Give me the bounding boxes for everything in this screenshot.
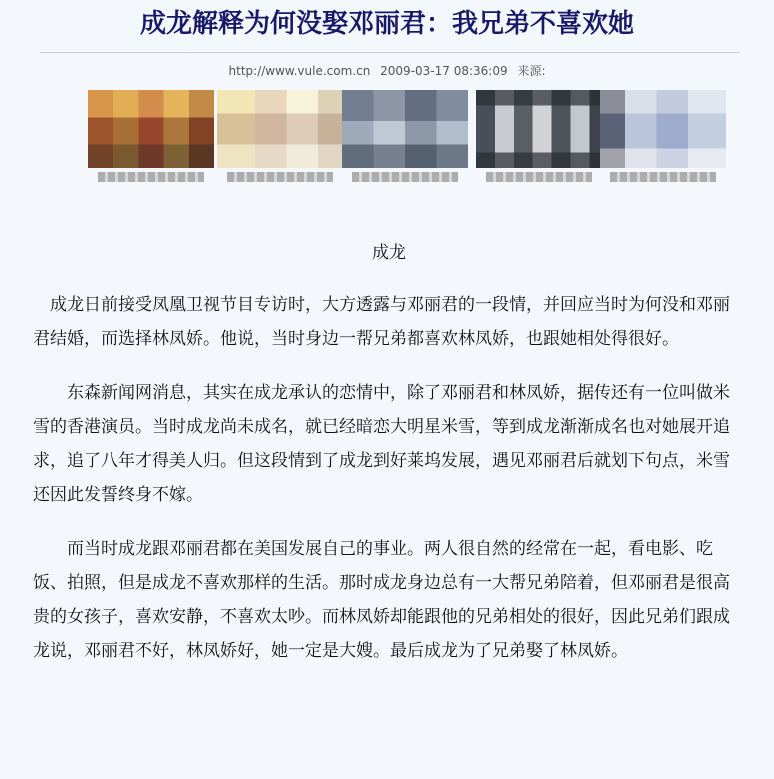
article-body bbox=[33, 236, 745, 688]
thumbnail-caption bbox=[98, 172, 204, 182]
source-url-link[interactable]: http://www.vule.com.cn bbox=[228, 64, 371, 78]
thumbnail-4[interactable] bbox=[476, 90, 602, 186]
thumbnail-strip bbox=[88, 90, 728, 186]
title-divider bbox=[40, 52, 740, 53]
thumbnail-caption bbox=[610, 172, 716, 182]
publish-datetime: 2009-03-17 08:36:09 bbox=[380, 64, 508, 78]
article-meta bbox=[0, 62, 774, 80]
thumbnail-3[interactable] bbox=[342, 90, 468, 186]
thumbnail-2[interactable] bbox=[217, 90, 343, 186]
photo-thumbnail-icon bbox=[217, 90, 343, 168]
photo-thumbnail-icon bbox=[476, 90, 602, 168]
body-paragraph: 而当时成龙跟邓丽君都在美国发展自己的事业。两人很自然的经常在一起，看电影、吃饭、拍照，但是成龙不喜欢那样的生活。那时成龙身边总有一大帮兄弟陪着，但邓丽君是很高贵的女孩子，喜欢安静，不喜欢太吵。而林凤娇却能跟他的兄弟相处的很好，因此兄弟们跟成龙说，邓丽君不好，林凤娇好，她一定是大嫂。最后成龙为了兄弟娶了林凤娇。 bbox=[33, 539, 730, 661]
thumbnail-5[interactable] bbox=[600, 90, 726, 186]
thumbnail-caption bbox=[486, 172, 592, 182]
body-paragraph: 成龙日前接受凤凰卫视节目专访时，大方透露与邓丽君的一段情，并回应当时为何没和邓丽君结婚，而选择林凤娇。他说，当时身边一帮兄弟都喜欢林凤娇，也跟她相处得很好。 bbox=[33, 295, 730, 349]
article-title: 成龙解释为何没娶邓丽君：我兄弟不喜欢她 bbox=[139, 9, 634, 39]
thumbnail-caption bbox=[352, 172, 458, 182]
photo-thumbnail-icon bbox=[88, 90, 214, 168]
photo-thumbnail-icon bbox=[342, 90, 468, 168]
thumbnail-caption bbox=[227, 172, 333, 182]
thumbnail-1[interactable] bbox=[88, 90, 214, 186]
source-label: 来源: bbox=[517, 64, 546, 78]
photo-caption: 成龙 bbox=[372, 243, 406, 263]
body-paragraph: 东森新闻网消息，其实在成龙承认的恋情中，除了邓丽君和林凤娇，据传还有一位叫做米雪的香港演员。当时成龙尚未成名，就已经暗恋大明星米雪，等到成龙渐渐成名也对她展开追求，追了八年才得美人归。但这段情到了成龙到好莱坞发展，遇见邓丽君后就划下句点，米雪还因此发誓终身不嫁。 bbox=[33, 383, 730, 505]
photo-thumbnail-icon bbox=[600, 90, 726, 168]
